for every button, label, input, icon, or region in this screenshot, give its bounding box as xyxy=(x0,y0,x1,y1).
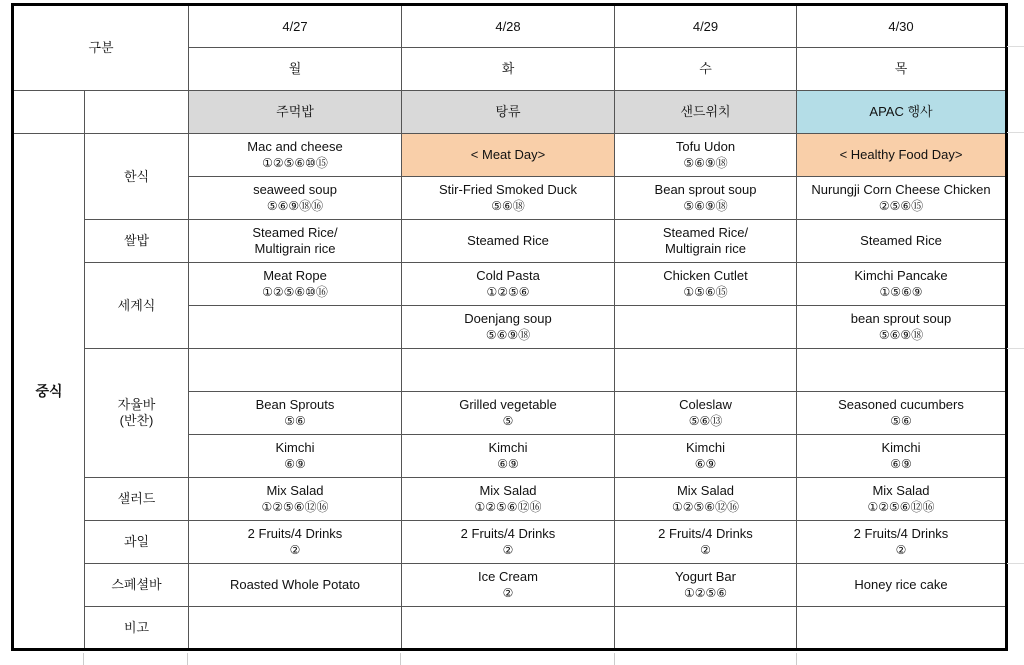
allergen-codes: ② xyxy=(700,543,711,557)
weekday-tue: 화 xyxy=(402,48,615,91)
menu-cell xyxy=(615,263,797,306)
menu-cell xyxy=(797,306,1007,349)
menu-cell xyxy=(189,392,402,435)
menu-cell xyxy=(189,435,402,478)
theme-thu: APAC 행사 xyxy=(797,91,1007,134)
allergen-codes: ①②⑤⑥⑫⑯ xyxy=(474,500,542,514)
dish-name: Mac and cheese xyxy=(247,139,343,154)
dish-name: Tofu Udon xyxy=(675,139,736,154)
menu-cell-empty xyxy=(615,349,797,392)
dish-name: Mix Salad xyxy=(676,483,735,498)
menu-cell xyxy=(402,478,615,521)
allergen-codes: ①⑤⑥⑮ xyxy=(683,285,728,299)
dish-name: Kimchi xyxy=(275,440,315,455)
allergen-codes: ② xyxy=(502,586,514,600)
allergen-codes: ⑤⑥⑱ xyxy=(491,199,525,213)
menu-cell xyxy=(797,263,1007,306)
dish-name: Mix Salad xyxy=(872,483,930,498)
allergen-codes: ①②⑤⑥⑫⑯ xyxy=(671,500,740,514)
weekday-mon: 월 xyxy=(189,48,402,91)
theme-wed: 샌드위치 xyxy=(615,91,797,134)
allergen-codes: ② xyxy=(289,543,301,557)
dish-name: 2 Fruits/4 Drinks xyxy=(247,526,343,541)
allergen-codes: ①⑤⑥⑨ xyxy=(879,285,923,299)
menu-cell xyxy=(797,392,1007,435)
menu-cell xyxy=(189,564,402,607)
allergen-codes: ①②⑤⑥⑩⑯ xyxy=(262,285,328,299)
dish-name: Ice Cream xyxy=(478,569,538,584)
menu-cell xyxy=(189,177,402,220)
allergen-codes: ①②⑤⑥⑫⑯ xyxy=(867,500,935,514)
menu-cell xyxy=(402,392,615,435)
allergen-codes: ⑤⑥⑨⑱ xyxy=(683,199,728,213)
dish-name: Kimchi xyxy=(881,440,921,455)
dish-name: Steamed Rice xyxy=(467,233,549,248)
menu-cell xyxy=(189,478,402,521)
menu-cell xyxy=(797,435,1007,478)
dish-name: Yogurt Bar xyxy=(675,569,736,584)
date-mon: 4/27 xyxy=(189,5,402,48)
section-label-korean: 한식 xyxy=(85,134,189,220)
allergen-codes: ①②⑤⑥⑩⑮ xyxy=(262,156,328,170)
sheet-gridline xyxy=(1007,563,1024,564)
dish-name: Steamed Rice/ xyxy=(252,225,338,240)
allergen-codes: ②⑤⑥⑮ xyxy=(878,199,924,213)
dish-name: Honey rice cake xyxy=(854,577,948,592)
section-label-side-bar xyxy=(85,349,189,478)
sheet-gridline xyxy=(1007,348,1024,349)
menu-cell xyxy=(402,564,615,607)
allergen-codes: ⑤⑥⑨⑱⑯ xyxy=(266,199,324,213)
menu-cell-empty xyxy=(189,607,402,650)
dish-name: Bean sprout soup xyxy=(654,182,757,197)
dish-name: Bean Sprouts xyxy=(255,397,335,412)
allergen-codes: ①②⑤⑥ xyxy=(486,285,530,299)
dish-name-line2: Multigrain rice xyxy=(254,241,336,256)
allergen-codes: ⑤⑥ xyxy=(284,414,306,428)
dish-name: Doenjang soup xyxy=(464,311,552,326)
menu-cell xyxy=(797,521,1007,564)
menu-cell xyxy=(402,521,615,564)
menu-cell-empty xyxy=(797,349,1007,392)
menu-cell xyxy=(615,435,797,478)
menu-cell xyxy=(402,263,615,306)
menu-cell xyxy=(797,564,1007,607)
allergen-codes: ② xyxy=(502,543,514,557)
menu-cell xyxy=(797,478,1007,521)
dish-name: Steamed Rice xyxy=(860,233,942,248)
menu-cell-special-day xyxy=(797,134,1007,177)
sheet-gridline xyxy=(796,653,797,665)
allergen-codes: ⑤⑥⑨⑱ xyxy=(683,156,728,170)
blank-cell xyxy=(13,91,85,134)
sheet-gridline xyxy=(400,653,401,665)
dish-name: Mix Salad xyxy=(266,483,324,498)
dish-name: < Meat Day> xyxy=(470,147,546,162)
meal-label: 중식 xyxy=(13,134,85,650)
menu-cell-empty xyxy=(402,349,615,392)
dish-name: < Healthy Food Day> xyxy=(839,147,963,162)
menu-cell xyxy=(615,134,797,177)
menu-cell xyxy=(615,478,797,521)
menu-cell-empty xyxy=(402,607,615,650)
menu-cell xyxy=(615,392,797,435)
section-label-rice: 쌀밥 xyxy=(85,220,189,263)
sheet-gridline xyxy=(614,653,615,665)
theme-mon: 주먹밥 xyxy=(189,91,402,134)
sheet-gridline xyxy=(83,653,84,665)
sheet-gridline xyxy=(1007,46,1024,47)
date-tue: 4/28 xyxy=(402,5,615,48)
dish-name: Grilled vegetable xyxy=(459,397,557,412)
weekday-wed: 수 xyxy=(615,48,797,91)
dish-name: Chicken Cutlet xyxy=(663,268,748,283)
menu-cell xyxy=(615,220,797,263)
menu-cell xyxy=(797,177,1007,220)
allergen-codes: ⑤⑥⑬ xyxy=(688,414,723,428)
dish-name: Kimchi xyxy=(488,440,528,455)
section-label-world: 세계식 xyxy=(85,263,189,349)
dish-name: Meat Rope xyxy=(263,268,327,283)
allergen-codes: ⑤⑥⑨⑱ xyxy=(878,328,924,342)
allergen-codes: ①②⑤⑥ xyxy=(683,586,728,600)
category-header: 구분 xyxy=(13,5,189,91)
section-label-line2: (반찬) xyxy=(119,413,154,428)
menu-cell xyxy=(189,263,402,306)
menu-cell-empty xyxy=(615,607,797,650)
dish-name: Cold Pasta xyxy=(476,268,540,283)
allergen-codes: ⑤ xyxy=(502,414,514,428)
dish-name: bean sprout soup xyxy=(850,311,952,326)
section-label-salad: 샐러드 xyxy=(85,478,189,521)
menu-cell xyxy=(402,435,615,478)
dish-name: seaweed soup xyxy=(253,182,337,197)
dish-name: Kimchi Pancake xyxy=(854,268,948,283)
blank-cell xyxy=(85,91,189,134)
allergen-codes: ⑥⑨ xyxy=(694,457,717,471)
menu-cell xyxy=(402,220,615,263)
menu-cell xyxy=(402,306,615,349)
allergen-codes: ② xyxy=(895,543,907,557)
menu-cell-empty xyxy=(189,306,402,349)
weekday-thu: 목 xyxy=(797,48,1007,91)
dish-name: Nurungji Corn Cheese Chicken xyxy=(811,182,991,197)
dish-name: 2 Fruits/4 Drinks xyxy=(658,526,753,541)
weekly-lunch-menu-table xyxy=(11,3,1008,651)
menu-cell xyxy=(402,177,615,220)
dish-name: Mix Salad xyxy=(479,483,537,498)
menu-cell xyxy=(615,564,797,607)
section-label-line1: 자율바 xyxy=(117,397,156,412)
menu-cell-empty xyxy=(797,607,1007,650)
dish-name: Kimchi xyxy=(685,440,725,455)
allergen-codes: ⑤⑥ xyxy=(890,414,912,428)
dish-name: Seasoned cucumbers xyxy=(838,397,964,412)
dish-name-line2: Multigrain rice xyxy=(665,241,746,256)
dish-name: Steamed Rice/ xyxy=(662,225,749,240)
menu-cell-special-day xyxy=(402,134,615,177)
sheet-gridline xyxy=(1007,132,1024,133)
menu-cell-empty xyxy=(615,306,797,349)
dish-name: Stir-Fried Smoked Duck xyxy=(439,182,577,197)
allergen-codes: ⑤⑥⑨⑱ xyxy=(485,328,531,342)
dish-name: 2 Fruits/4 Drinks xyxy=(853,526,949,541)
allergen-codes: ⑥⑨ xyxy=(890,457,912,471)
dish-name: Roasted Whole Potato xyxy=(229,577,361,592)
section-label-special-bar: 스페셜바 xyxy=(85,564,189,607)
date-thu: 4/30 xyxy=(797,5,1007,48)
menu-cell xyxy=(797,220,1007,263)
allergen-codes: ⑥⑨ xyxy=(497,457,519,471)
menu-cell xyxy=(615,521,797,564)
date-wed: 4/29 xyxy=(615,5,797,48)
sheet-gridline xyxy=(187,653,188,665)
section-label-fruit: 과일 xyxy=(85,521,189,564)
menu-cell xyxy=(189,134,402,177)
section-label-notes: 비고 xyxy=(85,607,189,650)
menu-cell-empty xyxy=(189,349,402,392)
allergen-codes: ①②⑤⑥⑫⑯ xyxy=(261,500,329,514)
theme-tue: 탕류 xyxy=(402,91,615,134)
dish-name: 2 Fruits/4 Drinks xyxy=(460,526,556,541)
menu-cell xyxy=(189,521,402,564)
dish-name: Coleslaw xyxy=(679,397,732,412)
menu-cell xyxy=(189,220,402,263)
menu-cell xyxy=(615,177,797,220)
allergen-codes: ⑥⑨ xyxy=(284,457,306,471)
